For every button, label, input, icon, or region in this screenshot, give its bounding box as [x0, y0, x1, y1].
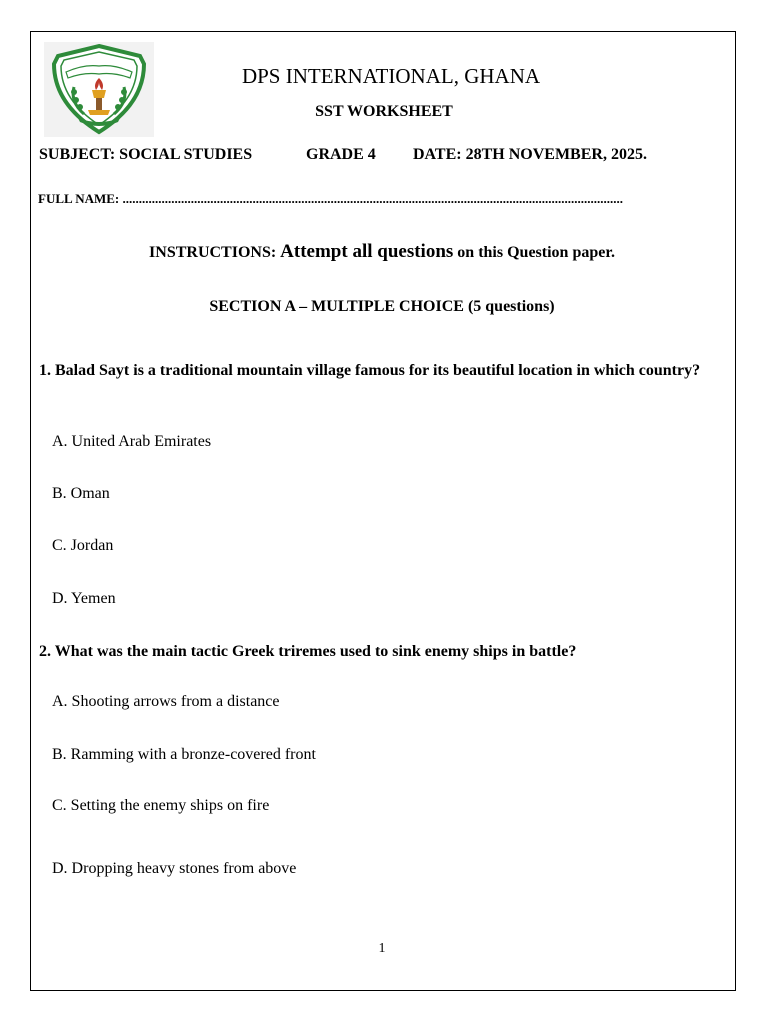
page-border [30, 31, 736, 991]
question-1: 1. Balad Sayt is a traditional mountain village famous for its beautiful location in which country? [39, 362, 701, 379]
worksheet-title: SST WORKSHEET [315, 103, 453, 120]
question-1-option-c: C. Jordan [52, 537, 114, 554]
question-2-option-b: B. Ramming with a bronze-covered front [52, 746, 316, 763]
subject-label: SUBJECT: SOCIAL STUDIES [39, 146, 253, 163]
school-crest-logo [44, 42, 154, 137]
instructions-emphasis: Attempt all questions [280, 241, 454, 262]
question-1-option-a: A. United Arab Emirates [52, 433, 212, 450]
date-label: DATE: 28TH NOVEMBER, 2025. [413, 146, 647, 163]
instructions-label: INSTRUCTIONS: [149, 244, 281, 261]
full-name-field: FULL NAME: .......................................................................................................................................................... [38, 191, 623, 206]
question-2-option-d: D. Dropping heavy stones from above [52, 860, 297, 877]
question-2-option-c: C. Setting the enemy ships on fire [52, 797, 270, 814]
question-2-option-a: A. Shooting arrows from a distance [52, 693, 280, 710]
instructions-rest: on this Question paper. [453, 244, 615, 261]
question-1-option-b: B. Oman [52, 485, 110, 502]
question-1-option-d: D. Yemen [52, 590, 116, 607]
school-name: DPS INTERNATIONAL, GHANA [241, 64, 541, 88]
section-a-title: SECTION A – MULTIPLE CHOICE (5 questions) [209, 298, 555, 315]
page-number: 1 [378, 941, 386, 956]
grade-label: GRADE 4 [306, 146, 376, 163]
question-2: 2. What was the main tactic Greek triremes used to sink enemy ships in battle? [39, 643, 577, 660]
instructions [0, 241, 764, 263]
